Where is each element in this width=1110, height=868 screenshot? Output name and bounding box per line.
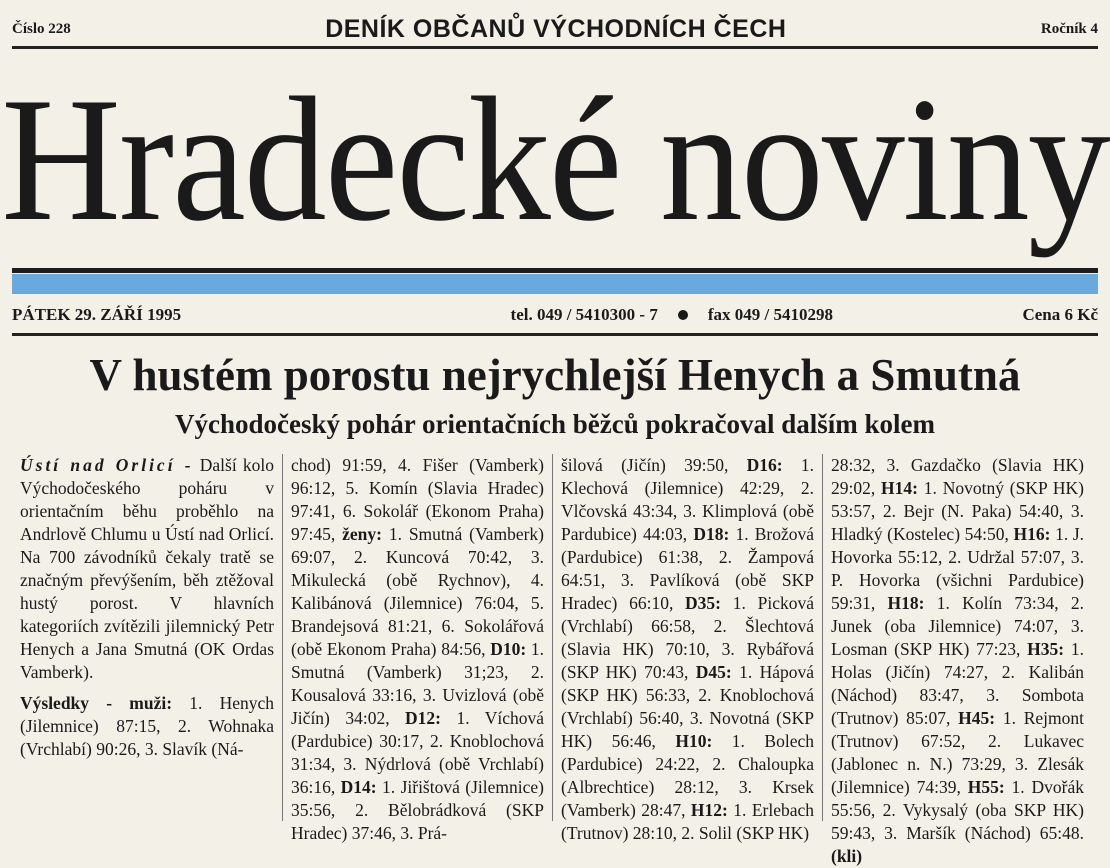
top-rule [12, 46, 1098, 49]
results-segment: 1. Kolín 73:34, 2. Junek (oba Jilemnice) 74:07, 3. Losman (SKP HK) 77:23, [831, 593, 1084, 659]
article-column-2 [282, 454, 552, 843]
results-segment: 1. Erlebach (Trutnov) 28:10, 2. Solil (SKP HK) [561, 800, 814, 843]
results-segment: 1. Novotný (SKP HK) 53:57, 2. Bejr (N. Paka) 54:40, 3. Hladký (Kostelec) 54:50, [831, 478, 1084, 544]
results-segment: 1. Víchová (Pardubice) 30:17, 2. Knoblochová 31:34, 3. Nýdrlová (obě Vrchlabí) 36:16, [291, 708, 544, 797]
bullet-icon [678, 310, 688, 320]
fax-number: fax 049 / 5410298 [707, 305, 833, 324]
article-column-4 [822, 454, 1092, 866]
results-segment: 1. Smutná (Vamberk) 31;23, 2. Kousalová 33:16, 3. Uvizlová (obě Jičín) 34:02, [291, 639, 544, 728]
dateline: Ústí nad Orlicí - [20, 455, 194, 475]
issue-number: Číslo 228 [12, 20, 71, 37]
category-label: D45: [695, 662, 732, 682]
results-text: 1. Henych (Jilemnice) 87:15, 2. Wohnaka (Vrchlabí) 90:26, 3. Slavík (Ná- [20, 693, 274, 759]
results-segment: 1. Hápová (SKP HK) 56:33, 2. Knoblochová (Vrchlabí) 56:40, 3. Novotná (SKP HK) 56:46, [561, 662, 814, 751]
results-segment: 1. Jiřištová (Jilemnice) 35:56, 2. Bělobrádková (SKP Hradec) 37:46, 3. Prá- [291, 777, 544, 843]
info-bar [12, 300, 1098, 330]
category-label: D18: [693, 524, 730, 544]
results-segment: 1. Dvořák 55:56, 2. Vykysalý (oba SKP HK) 59:43, 3. Maršík (Náchod) 65:48. [831, 777, 1085, 843]
category-label: H55: [967, 777, 1005, 797]
masthead-title: Hradecké noviny [1, 60, 1109, 258]
masthead-blue-band [12, 274, 1098, 294]
category-label: H10: [675, 731, 713, 751]
results-segment: 1. Holas (Jičín) 74:27, 2. Kalibán (Náchod) 83:47, 3. Sombota (Trutnov) 85:07, [831, 639, 1084, 728]
contact-info [511, 305, 833, 325]
newspaper-tagline: DENÍK OBČANŮ VÝCHODNÍCH ČECH [325, 14, 787, 43]
article-headline: V hustém porostu nejrychlejší Henych a Smutná [89, 350, 1021, 400]
lead-text: Další kolo Východočeského poháru v orientačním běhu proběhlo na Andrlově Chlumu u Ústí nad Orlicí. Na 700 závodníků čekaly tratě se značným převýšením, běh ztěžoval hustý porost. V hlavních kategoriích zvítězili jilemnický Petr Henych a Jana Smutná (OK Ordas Vamberk). [20, 455, 274, 682]
category-label: H12: [690, 800, 728, 820]
category-label: H14: [881, 478, 918, 498]
category-label: D35: [685, 593, 722, 613]
info-rule [12, 333, 1098, 336]
article-lead [20, 454, 274, 684]
phone-number: tel. 049 / 5410300 - 7 [510, 305, 658, 324]
results-segment: 1. Rejmont (Trutnov) 67:52, 2. Lukavec (Jablonec n. N.) 73:29, 3. Zlesák (Jilemnice) 74:39, [831, 708, 1084, 797]
issue-date: PÁTEK 29. ZÁŘÍ 1995 [12, 305, 182, 324]
article-column-1 [12, 454, 282, 821]
results-segment: 1. Bolech (Pardubice) 24:22, 2. Chaloupka (Albrechtice) 28:12, 3. Krsek (Vamberk) 28:47, [561, 731, 814, 820]
results-text [561, 454, 814, 845]
category-label: H18: [887, 593, 925, 613]
category-label: D16: [746, 455, 783, 475]
author-signature: (kli) [831, 846, 863, 866]
price: Cena 6 Kč [1022, 305, 1098, 324]
top-bar [12, 12, 1098, 46]
results-label: Výsledky - muži: [20, 693, 173, 713]
results-segment: 1. Picková (Vrchlabí) 66:58, 2. Šlechtová (Slavia HK) 70:10, 3. Rybářová (SKP HK) 70:43, [561, 593, 814, 682]
results-segment: šilová (Jičín) 39:50, [561, 455, 747, 475]
results-paragraph [20, 692, 274, 761]
category-label: D14: [340, 777, 377, 797]
results-text [831, 454, 1084, 868]
results-segment: 28:32, 3. Gazdačko (Slavia HK) 29:02, [831, 455, 1084, 498]
category-label: H16: [1013, 524, 1051, 544]
article-column-3 [552, 454, 822, 843]
article-body [12, 454, 1098, 866]
results-segment: 1. J. Hovorka 55:12, 2. Udržal 57:07, 3. P. Hovorka (všichni Pardubice) 59:31, [831, 524, 1085, 613]
article-subheadline: Východočeský pohár orientačních běžců pokračoval dalším kolem [174, 409, 935, 439]
results-segment: 1. Brožová (Pardubice) 61:38, 2. Žampová 64:51, 3. Pavlíková (obě SKP Hradec) 66:10, [561, 524, 814, 613]
category-label: ženy: [342, 524, 382, 544]
category-label: D12: [405, 708, 441, 728]
category-label: H45: [958, 708, 996, 728]
results-text [291, 454, 544, 845]
results-segment: 1. Klechová (Jilemnice) 42:29, 2. Vlčovská 43:34, 3. Klimplová (obě Pardubice) 44:03, [561, 455, 815, 544]
volume-number: Ročník 4 [1040, 20, 1098, 37]
category-label: H35: [1027, 639, 1065, 659]
category-label: D10: [490, 639, 527, 659]
masthead-dark-band [12, 268, 1098, 273]
results-segment: 1. Smutná (Vamberk) 69:07, 2. Kuncová 70:42, 3. Mikulecká (obě Rychnov), 4. Kalibánová (Jilemnice) 76:04, 5. Brandejsová 81:21, 6. Sokolářová (obě Ekonom Praha) 84:56, [291, 524, 544, 659]
results-segment: chod) 91:59, 4. Fišer (Vamberk) 96:12, 5. Komín (Slavia Hradec) 97:41, 6. Sokolář (Ekonom Praha) 97:45, [291, 455, 544, 544]
